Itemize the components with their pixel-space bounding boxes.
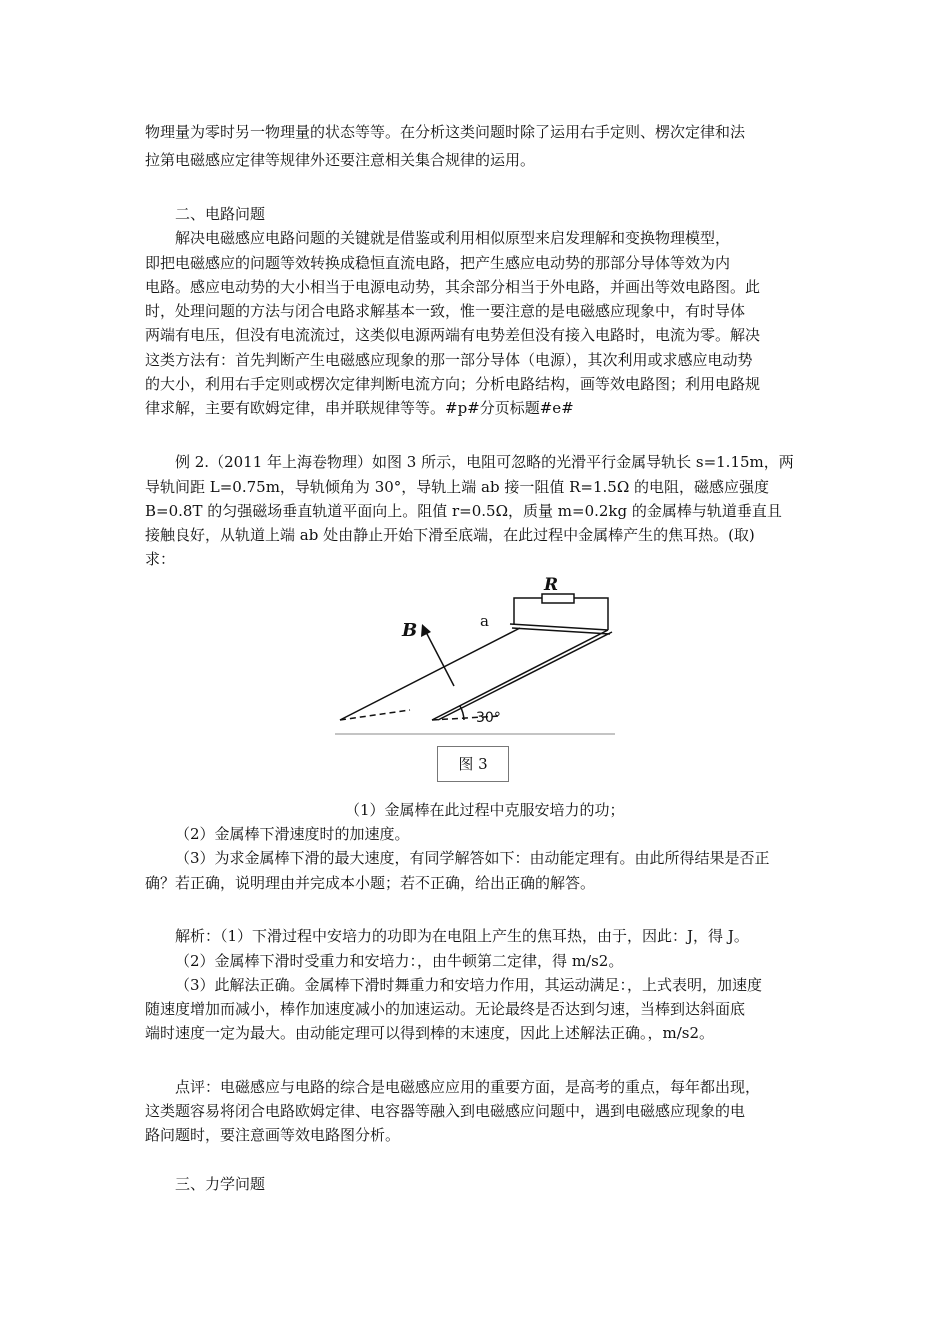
right-rail <box>432 630 608 720</box>
paragraph-line: 即把电磁感应的问题等效转换成稳恒直流电路，把产生感应电动势的那部分导体等效为内 <box>145 254 731 272</box>
intro-line: 物理量为零时另一物理量的状态等等。在分析这类问题时除了运用右手定则、楞次定律和法 <box>145 123 746 141</box>
solution-line: 端时速度一定为最大。由动能定理可以得到棒的末速度，因此上述解法正确。，m/s2。 <box>145 1024 715 1042</box>
example-line: 接触良好，从轨道上端 ab 处由静止开始下滑至底端，在此过程中金属棒产生的焦耳热。(取) <box>145 526 755 544</box>
comment-line: 这类题容易将闭合电路欧姆定律、电容器等融入到电磁感应问题中，遇到电磁感应现象的电 <box>145 1102 746 1120</box>
paragraph-line: 两端有电压，但没有电流流过，这类似电源两端有电势差但没有接入电路时，电流为零。解决 <box>145 326 761 344</box>
solution-line: （2）金属棒下滑时受重力和安培力：，由牛顿第二定律，得 m/s2。 <box>175 952 624 970</box>
label-R: R <box>544 575 559 595</box>
comment-line: 点评：电磁感应与电路的综合是电磁感应应用的重要方面，是高考的重点，每年都出现， <box>175 1078 761 1096</box>
example-line: 求： <box>145 550 176 568</box>
solution-line: 解析：（1）下滑过程中安培力的功即为在电阻上产生的焦耳热，由于，因此：J，得 J。 <box>175 927 749 945</box>
label-a: a <box>480 612 489 630</box>
section-heading: 三、力学问题 <box>175 1175 266 1193</box>
label-angle: 30° <box>476 710 501 726</box>
example-line: 导轨间距 L=0.75m，导轨倾角为 30°，导轨上端 ab 接一阻值 R=1.5Ω 的电阻，磁感应强度 <box>145 478 770 496</box>
question-2: （2）金属棒下滑速度时的加速度。 <box>175 825 410 843</box>
paragraph-line: 解决电磁感应电路问题的关键就是借鉴或利用相似原型来启发理解和变换物理模型， <box>175 229 731 247</box>
paragraph-line: 这类方法有：首先判断产生电磁感应现象的那一部分导体（电源），其次利用或求感应电动势 <box>145 351 753 369</box>
magnetic-field-arrow <box>426 632 454 686</box>
intro-line: 拉第电磁感应定律等规律外还要注意相关集合规律的运用。 <box>145 151 536 169</box>
example-line: 例 2.（2011 年上海卷物理）如图 3 所示，电阻可忽略的光滑平行金属导轨长 s=1.15m，两 <box>175 453 794 471</box>
section-heading: 二、电路问题 <box>175 205 266 223</box>
question-3: 确？若正确，说明理由并完成本小题；若不正确，给出正确的解答。 <box>145 874 596 892</box>
figure-caption: 图 3 <box>437 746 509 782</box>
comment-line: 路问题时，要注意画等效电路图分析。 <box>145 1126 401 1144</box>
solution-line: 随速度增加而减小，棒作加速度减小的加速运动。无论最终是否达到匀速，当棒到达斜面底 <box>145 1000 746 1018</box>
figure-3-diagram <box>330 568 620 744</box>
paragraph-line: 的大小，利用右手定则或楞次定律判断电流方向；分析电路结构，画等效电路图；利用电路规 <box>145 375 761 393</box>
question-3: （3）为求金属棒下滑的最大速度，有同学解答如下：由动能定理有。由此所得结果是否正 <box>175 849 770 867</box>
solution-line: （3）此解法正确。金属棒下滑时舞重力和安培力作用，其运动满足：，上式表明，加速度 <box>175 976 763 994</box>
paragraph-line: 律求解，主要有欧姆定律，串并联规律等等。#p#分页标题#e# <box>145 399 574 417</box>
paragraph-line: 电路。感应电动势的大小相当于电源电动势，其余部分相当于外电路，并画出等效电路图。此 <box>145 278 761 296</box>
left-rail <box>340 628 520 720</box>
question-1: （1）金属棒在此过程中克服安培力的功； <box>345 801 625 819</box>
paragraph-line: 时，处理问题的方法与闭合电路求解基本一致，惟一要注意的是电磁感应现象中，有时导体 <box>145 302 746 320</box>
example-line: B=0.8T 的匀强磁场垂直轨道平面向上。阻值 r=0.5Ω，质量 m=0.2kg 的金属棒与轨道垂直且 <box>145 502 782 520</box>
label-B: B <box>402 620 418 641</box>
resistor <box>542 594 574 603</box>
